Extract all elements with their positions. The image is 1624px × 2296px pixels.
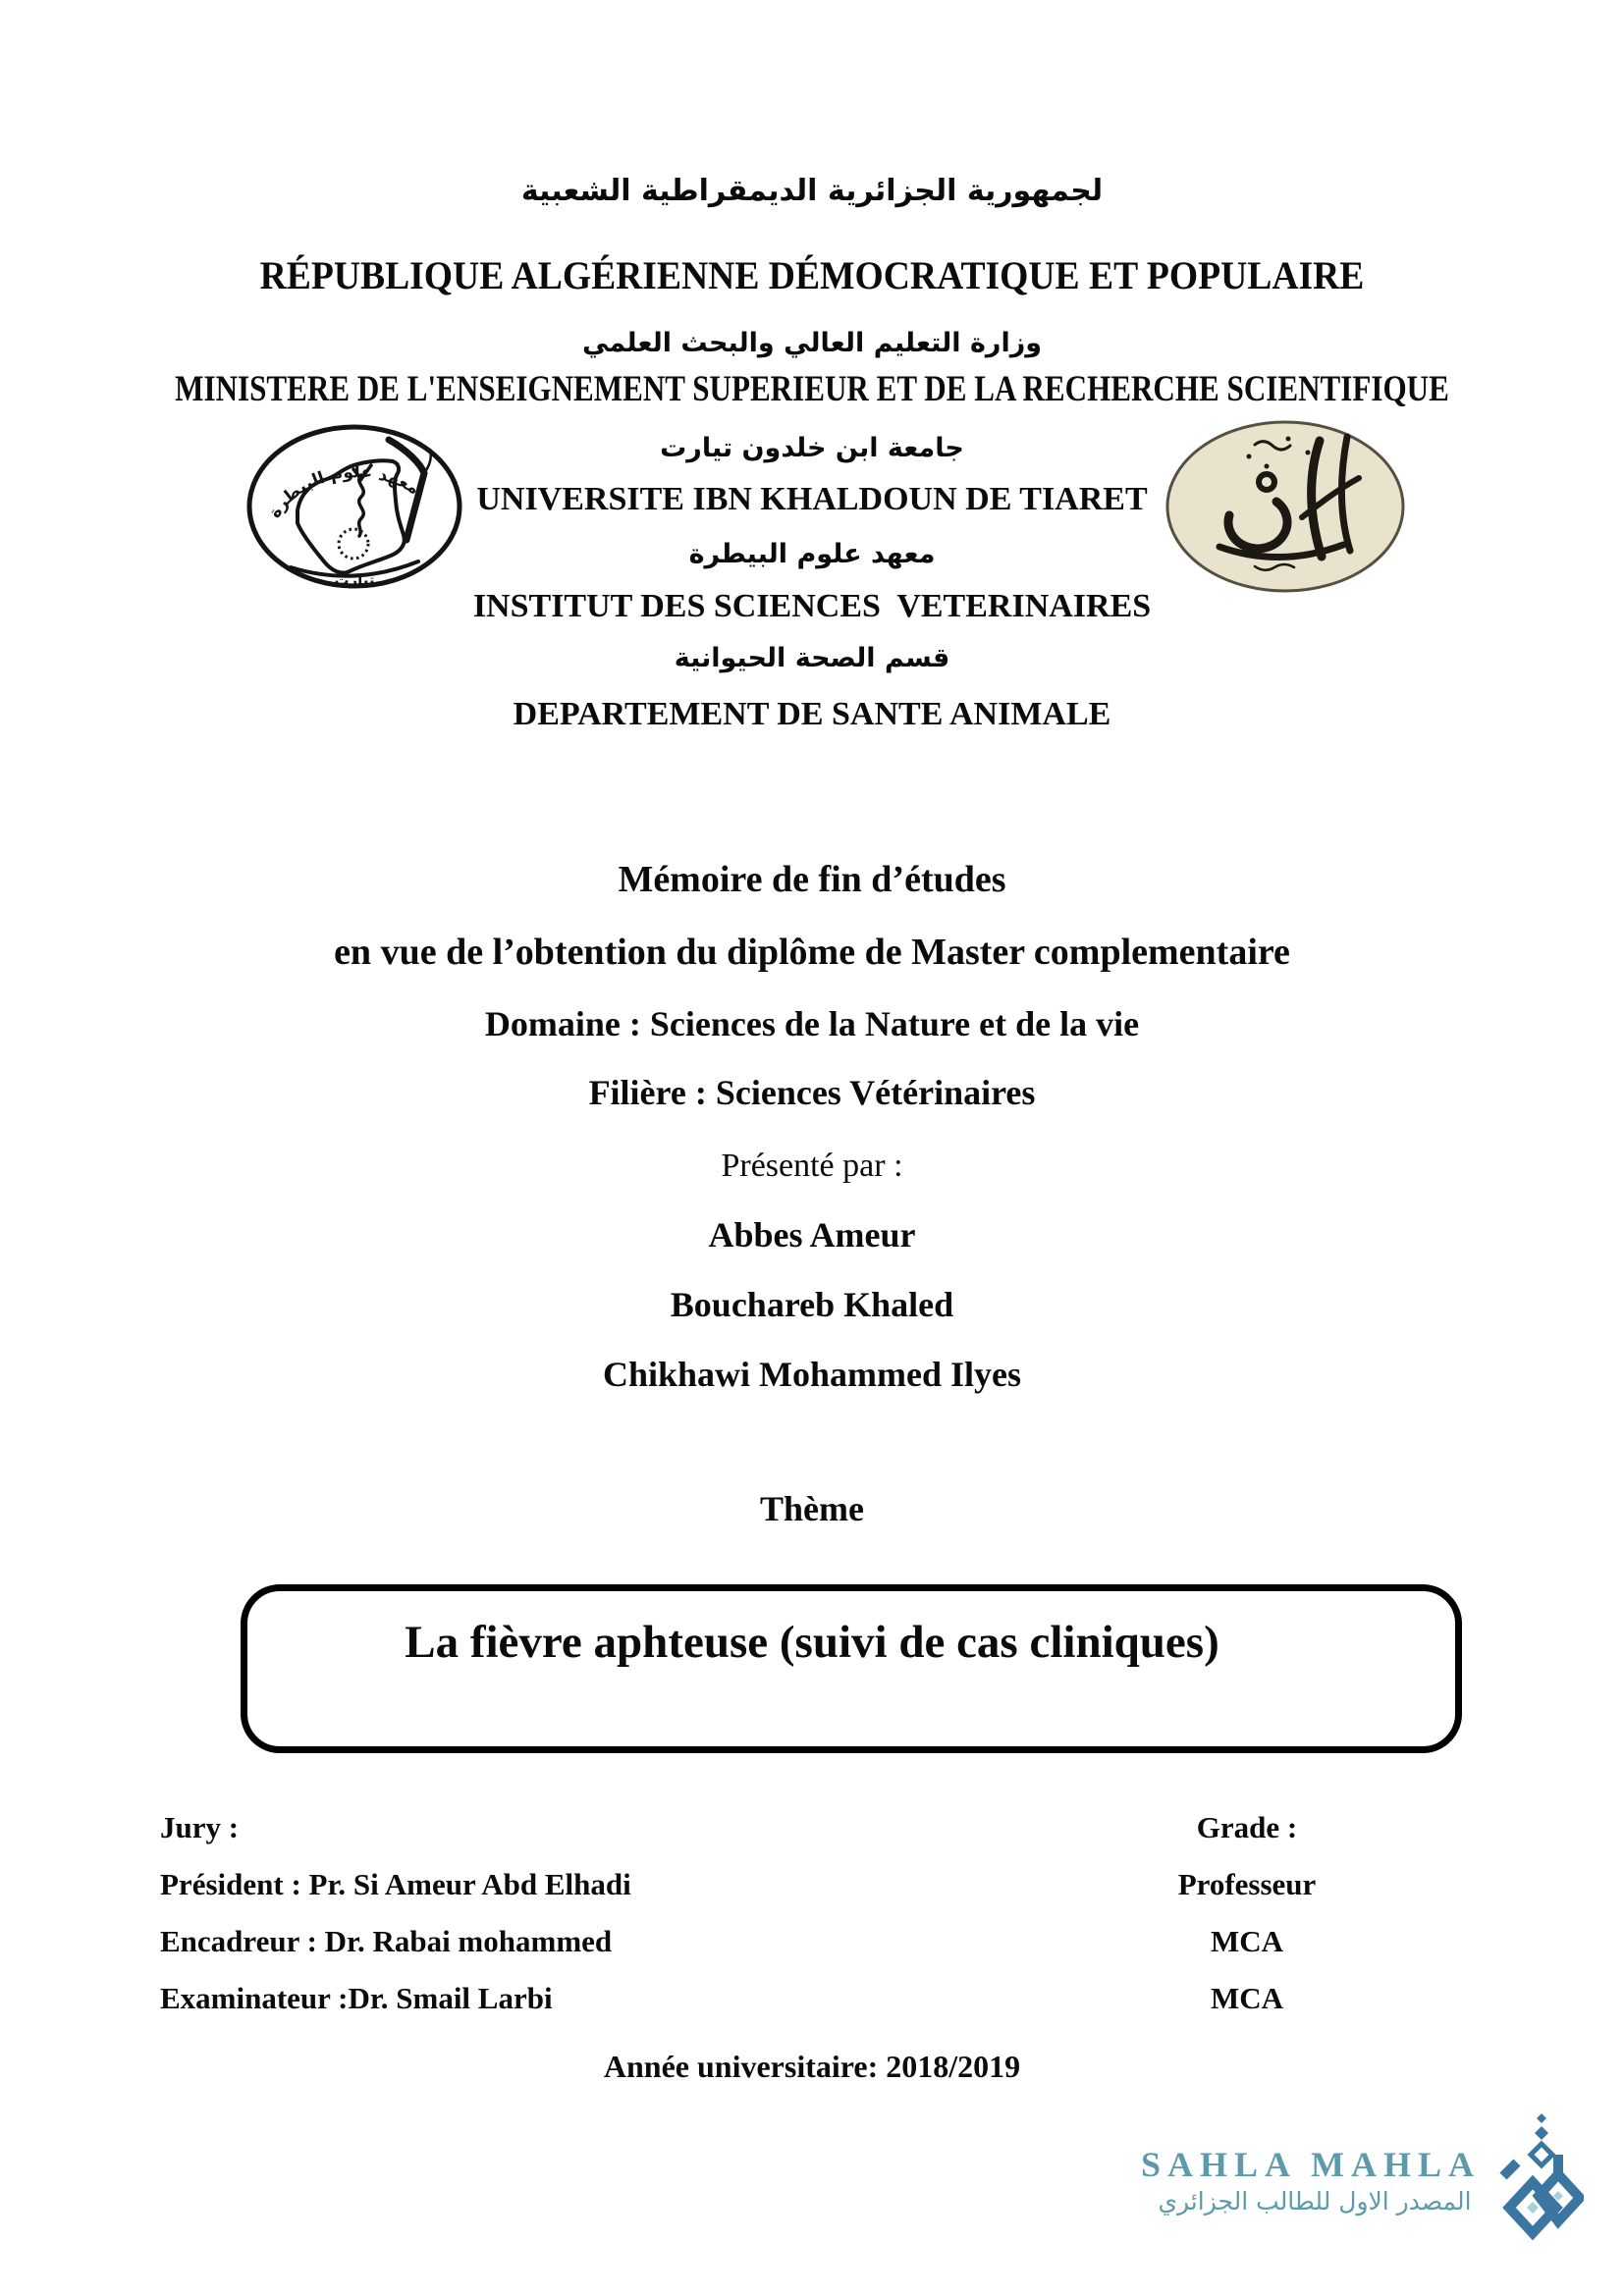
republic-title-arabic: لجمهورية الجزائرية الديمقراطية الشعبية <box>520 174 1104 208</box>
ministry-title-french: MINISTERE DE L'ENSEIGNEMENT SUPERIEUR ET DE LA RECHERCHE SCIENTIFIQUE <box>175 369 1449 409</box>
watermark-brand-text: SAHLA MAHLA <box>1140 2145 1482 2184</box>
jury-row-president-grade: Professeur <box>1177 1867 1317 1901</box>
svg-text:معهد علوم البيطرة: معهد علوم البيطرة <box>264 462 423 522</box>
republic-title-french: RÉPUBLIQUE ALGÉRIENNE DÉMOCRATIQUE ET POPULAIRE <box>259 253 1365 297</box>
department-title-arabic: قسم الصحة الحيوانية <box>674 643 950 673</box>
university-title-arabic: جامعة ابن خلدون تيارت <box>660 433 964 463</box>
ministry-title-arabic: وزارة التعليم العالي والبحث العلمي <box>581 328 1043 358</box>
jury-row-encadreur-name: Encadreur : Dr. Rabai mohammed <box>160 1924 613 1958</box>
veterinary-institute-seal-logo <box>244 420 465 593</box>
author-name: Abbes Ameur <box>708 1215 916 1255</box>
institute-title-french: INSTITUT DES SCIENCES VETERINAIRES <box>472 588 1152 624</box>
watermark-logo <box>1499 2113 1584 2247</box>
author-name: Chikhawi Mohammed Ilyes <box>602 1355 1022 1394</box>
diploma-purpose-line: en vue de l’obtention du diplôme de Master complementaire <box>334 932 1290 973</box>
domain-line: Domaine : Sciences de la Nature et de la vie <box>484 1004 1140 1043</box>
thesis-title-box <box>241 1584 1462 1753</box>
ibn-khaldoun-university-seal-logo <box>1164 419 1406 594</box>
watermark-tagline-arabic: المصدر الاول للطالب الجزائري <box>1158 2187 1472 2216</box>
jury-row-president-name: Président : Pr. Si Ameur Abd Elhadi <box>160 1867 631 1901</box>
author-name: Bouchareb Khaled <box>670 1285 954 1324</box>
memoire-heading: Mémoire de fin d’études <box>618 859 1006 900</box>
grade-label: Grade : <box>1196 1810 1298 1844</box>
department-title-french: DEPARTEMENT DE SANTE ANIMALE <box>513 696 1111 732</box>
field-line: Filière : Sciences Vétérinaires <box>588 1073 1036 1112</box>
veterinary-institute-seal-icon <box>244 420 465 593</box>
theme-label: Thème <box>760 1489 864 1528</box>
svg-text:تيارت: تيارت <box>334 571 375 589</box>
jury-row-examinateur-name: Examinateur :Dr. Smail Larbi <box>160 1981 553 2015</box>
jury-row-encadreur-grade: MCA <box>1210 1924 1284 1958</box>
jury-label: Jury : <box>160 1810 240 1844</box>
thesis-title: La fièvre aphteuse (suivi de cas cliniques) <box>405 1617 1219 1668</box>
academic-year-line: Année universitaire: 2018/2019 <box>603 2049 1021 2084</box>
presented-by-label: Présenté par : <box>721 1148 903 1184</box>
ibn-khaldoun-university-seal-icon <box>1164 419 1406 594</box>
jury-row-examinateur-grade: MCA <box>1210 1981 1284 2015</box>
sahla-mahla-kufic-logo-icon <box>1499 2113 1584 2247</box>
institute-title-arabic: معهد علوم البيطرة <box>688 539 936 569</box>
university-title-french: UNIVERSITE IBN KHALDOUN DE TIARET <box>476 481 1148 517</box>
